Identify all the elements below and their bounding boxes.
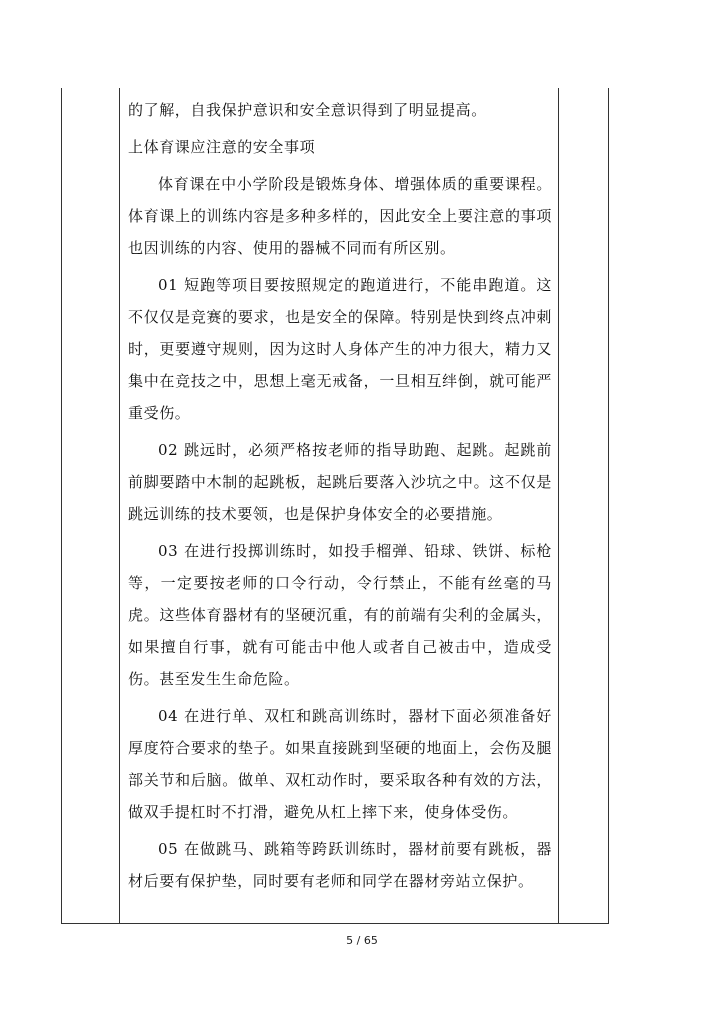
paragraph-item-04: 04 在进行单、双杠和跳高训练时，器材下面必须准备好厚度符合要求的垫子。如果直接跳到坚硬的地面上，会伤及腿部关节和后脑。做单、双杠动作时，要采取各种有效的方法，做双手提杠时不打滑，避免从杠上摔下来，使身体受伤。 xyxy=(128,707,552,821)
paragraph-item-02: 02 跳远时，必须严格按老师的指导助跑、起跳。起跳前前脚要踏中木制的起跳板，起跳后要落入沙坑之中。这不仅是跳远训练的技术要领，也是保护身体安全的必要措施。 xyxy=(128,441,552,523)
paragraph-item-05: 05 在做跳马、跳箱等跨跃训练时，器材前要有跳板，器材后要有保护垫，同时要有老师和同学在器材旁站立保护。 xyxy=(128,840,552,890)
table-content-cell xyxy=(128,94,552,902)
paragraph-item-01: 01 短跑等项目要按照规定的跑道进行，不能串跑道。这不仅仅是竞赛的要求，也是安全的保障。特别是快到终点冲刺时，更要遵守规则，因为这时人身体产生的冲力很大，精力又集中在竞技之中，思想上毫无戒备，一旦相互绊倒，就可能严重受伤。 xyxy=(128,276,552,422)
table-column-divider-left xyxy=(119,88,120,924)
paragraph-continuation: 的了解，自我保护意识和安全意识得到了明显提高。 xyxy=(128,101,487,119)
table-column-divider-right xyxy=(558,88,559,924)
section-heading: 上体育课应注意的安全事项 xyxy=(128,138,316,156)
page-number: 5 / 65 xyxy=(346,934,378,947)
paragraph-intro: 体育课在中小学阶段是锻炼身体、增强体质的重要课程。体育课上的训练内容是多种多样的，因此安全上要注意的事项也因训练的内容、使用的器械不同而有所区别。 xyxy=(128,175,552,257)
paragraph-item-03: 03 在进行投掷训练时，如投手榴弹、铅球、铁饼、标枪等，一定要按老师的口令行动，令行禁止，不能有丝毫的马虎。这些体育器材有的坚硬沉重，有的前端有尖利的金属头，如果擅自行事，就有可能击中他人或者自己被击中，造成受伤。甚至发生生命危险。 xyxy=(128,542,552,688)
